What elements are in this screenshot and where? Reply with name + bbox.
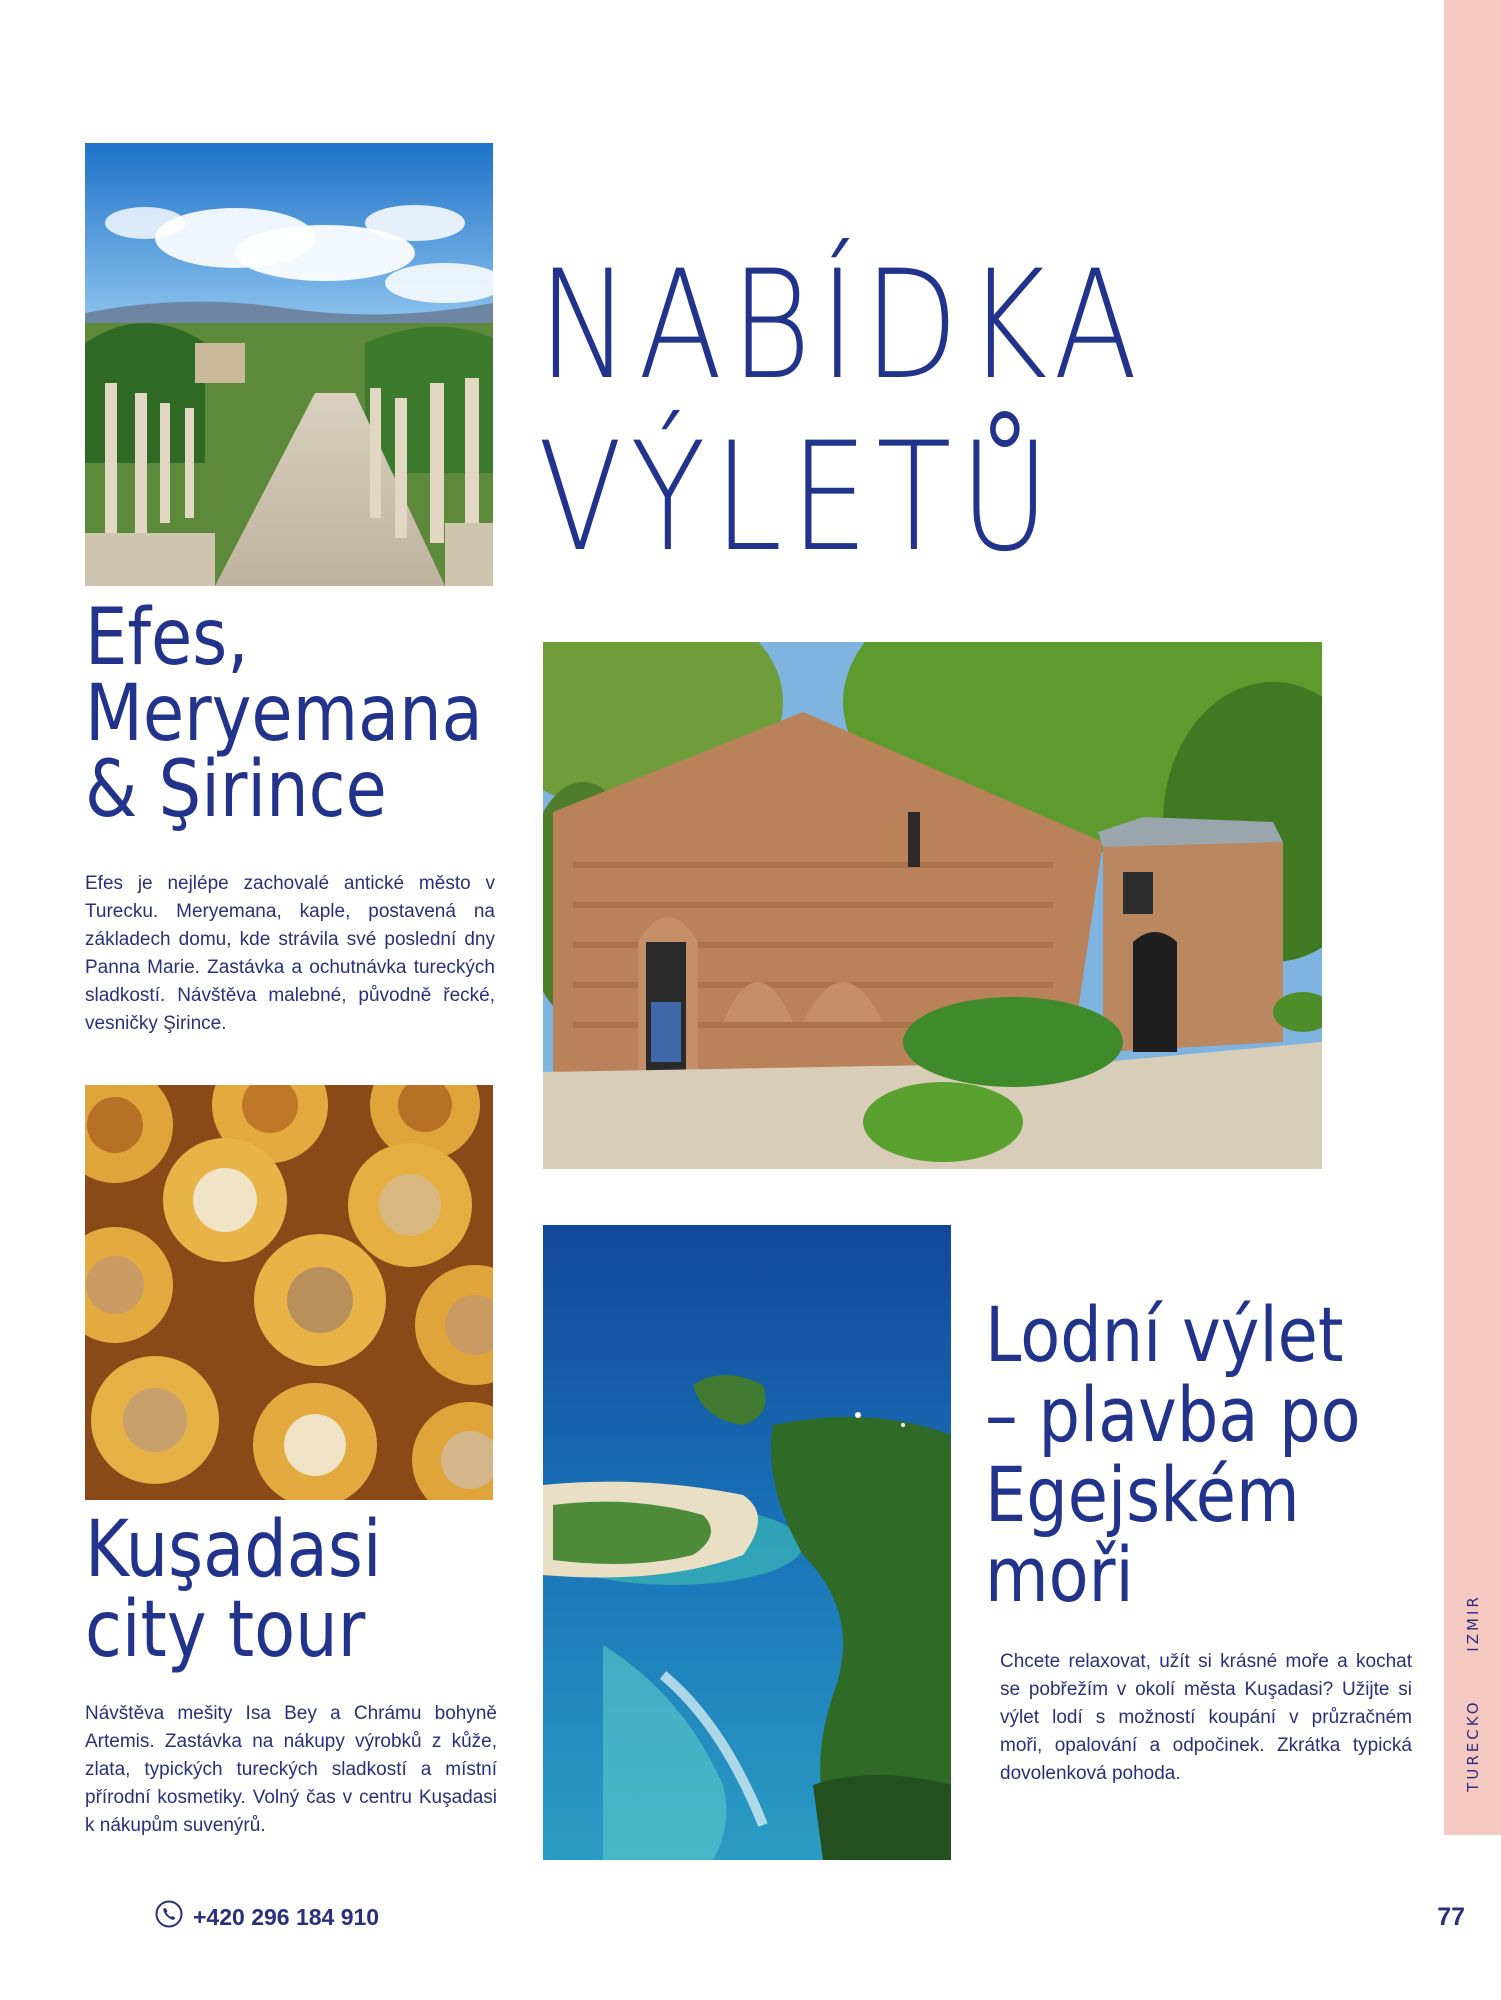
title-line: Efes, [85, 593, 249, 683]
page-number: 77 [1437, 1903, 1465, 1931]
side-strip [1444, 0, 1501, 1835]
title-line: Egejském [985, 1450, 1300, 1539]
photo-turkish-sweets [85, 1085, 493, 1500]
excursion-description-efes: Efes je nejlépe zachovalé antické město v Turecku. Meryemana, kaple, postavená na základech domu, kde strávila své poslední dny Panna Marie. Zastávka a ochutnávka tureckých sladkostí. Návštěva malebné, původně řecké, vesničky Şirince. [85, 873, 495, 1034]
title-line: city tour [85, 1585, 366, 1675]
headline-line-1: NABÍDKA [538, 239, 1146, 413]
side-label-country: TURECKO [1463, 1698, 1482, 1792]
excursion-title-kusadasi [85, 1505, 382, 1675]
headline-line-2: VÝLETŮ [538, 411, 1058, 585]
side-label-city: IZMIR [1463, 1593, 1482, 1652]
photo-ephesus-ruins [85, 143, 493, 586]
photo-aegean-lagoon [543, 1225, 951, 1860]
title-line: – plavba po [985, 1370, 1361, 1459]
footer-phone[interactable] [155, 1901, 379, 1933]
side-labels [1444, 1580, 1501, 1805]
title-line: Lodní výlet [985, 1290, 1344, 1379]
photo-meryemana-house [543, 642, 1322, 1169]
title-line: Kuşadasi [85, 1505, 382, 1595]
excursion-description-boat-trip: Chcete relaxovat, užít si krásné moře a kochat se pobřežím v okolí města Kuşadasi? Užijte si výlet lodí s možností koupání v průzračném moři, opalování a odpočinek. Zkrátka typická dovolenková pohoda. [1000, 1651, 1412, 1784]
page-headline [538, 239, 1146, 585]
excursion-title-efes [85, 593, 483, 835]
title-line: & Şirince [85, 745, 387, 835]
title-line: moři [985, 1530, 1134, 1619]
excursion-description-kusadasi: Návštěva mešity Isa Bey a Chrámu bohyně Artemis. Zastávka na nákupy výrobků z kůže, zlata, typických tureckých sladkostí a místní přírodní kosmetiky. Volný čas v centru Kuşadasi k nákupům suvenýrů. [85, 1703, 497, 1836]
phone-number: +420 296 184 910 [193, 1903, 380, 1930]
excursion-title-boat-trip [985, 1290, 1361, 1619]
title-line: Meryemana [85, 669, 483, 759]
phone-icon [155, 1900, 183, 1934]
